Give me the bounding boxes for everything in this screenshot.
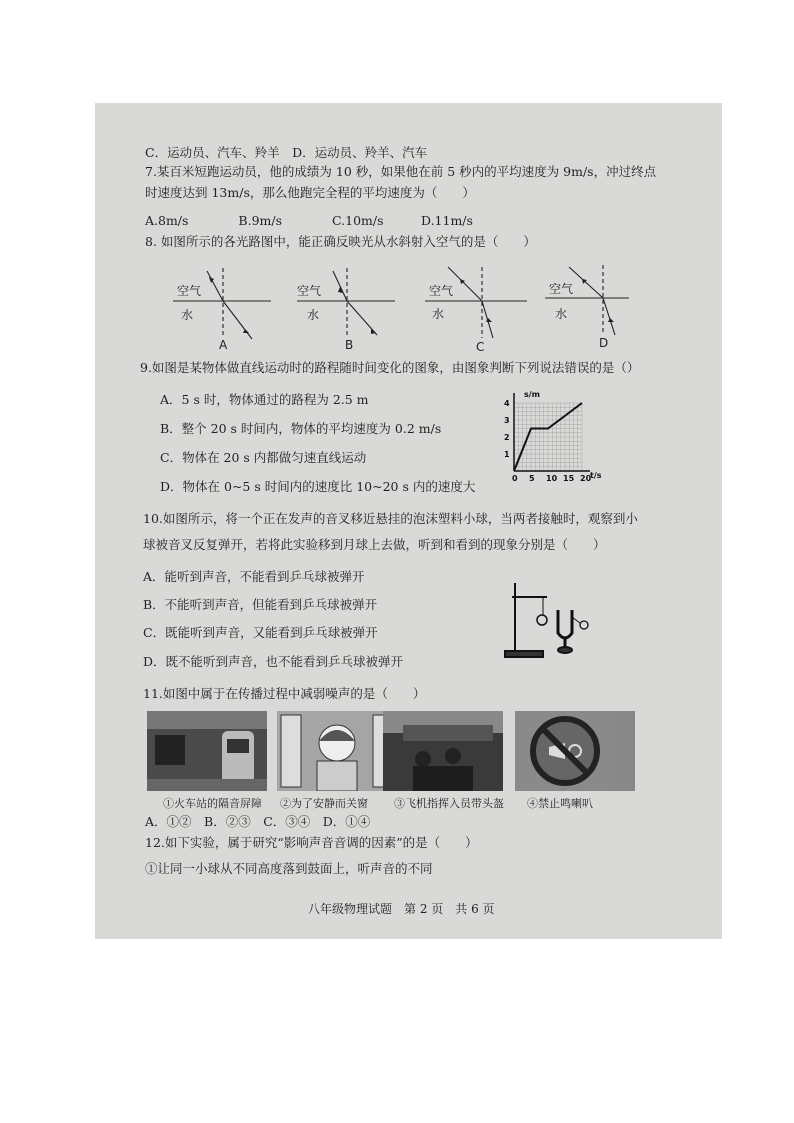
q12-item-1: ①让同一小球从不同高度落到鼓面上，听声音的不同 bbox=[145, 861, 433, 876]
q10-stem-line1: 10.如图所示，将一个正在发声的音叉移近悬挂的泡沫塑料小球，当两者接触时，观察到小 bbox=[143, 511, 638, 526]
q9-option-a: A．5 s 时，物体通过的路程为 2.5 m bbox=[160, 392, 369, 407]
optics-a-air-label: 空气 bbox=[177, 284, 202, 298]
q7-stem-line2: 时速度达到 13m/s，那么他跑完全程的平均速度为（ ） bbox=[145, 185, 475, 200]
q9-option-d: D．物体在 0~5 s 时间内的速度比 10~20 s 内的速度大 bbox=[160, 479, 476, 494]
optics-b-water-label: 水 bbox=[307, 308, 320, 322]
optics-letter-c: C bbox=[476, 340, 485, 353]
caption-4: ④禁止鸣喇叭 bbox=[527, 797, 593, 810]
optics-a-water-label: 水 bbox=[181, 308, 194, 322]
q10-stem-line2: 球被音叉反复弹开，若将此实验移到月球上去做，听到和看到的现象分别是（ ） bbox=[143, 537, 606, 552]
no-horn-sign-icon bbox=[515, 711, 615, 791]
optics-d-water-label: 水 bbox=[555, 307, 568, 321]
caption-3: ③飞机指挥入员带头盔 bbox=[394, 797, 504, 810]
optics-c-air-label: 空气 bbox=[429, 284, 454, 298]
q12-stem: 12.如下实验，属于研究“影响声音音调的因素”的是（ ） bbox=[145, 835, 478, 850]
caption-2: ②为了安静而关窗 bbox=[280, 797, 368, 810]
train-icon bbox=[147, 711, 267, 791]
optics-d-air-label: 空气 bbox=[549, 282, 574, 296]
st-chart bbox=[500, 388, 610, 503]
q7-options: A.8m/s B.9m/s C.10m/s D.11m/s bbox=[145, 213, 473, 228]
photo-station-barrier bbox=[147, 711, 267, 791]
y-axis-label: s/m bbox=[524, 390, 541, 399]
q9-stem: 9.如图是某物体做直线运动时的路程随时间变化的图象，由图象判断下列说法错误的是（） bbox=[140, 360, 640, 375]
q11-options: A．①② B．②③ C．③④ D．①④ bbox=[145, 814, 371, 829]
window-girl-icon bbox=[277, 711, 397, 791]
x-tick-label: 10 bbox=[546, 474, 558, 483]
photo-helmet-crew bbox=[383, 711, 503, 791]
q10-option-c: C．既能听到声音，又能看到乒乓球被弹开 bbox=[143, 625, 378, 640]
q10-option-a: A．能听到声音，不能看到乒乓球被弹开 bbox=[143, 569, 365, 584]
q10-option-d: D．既不能听到声音，也不能看到乒乓球被弹开 bbox=[143, 654, 404, 669]
q10-option-b: B．不能听到声音，但能看到乒乓球被弹开 bbox=[143, 597, 378, 612]
tuning-fork-apparatus bbox=[500, 575, 600, 660]
q7-stem-line1: 7.某百米短跑运动员，他的成绩为 10 秒，如果他在前 5 秒内的平均速度为 9m/s，冲过终点 bbox=[145, 164, 657, 179]
x-tick-label: 5 bbox=[529, 474, 535, 483]
optics-letter-a: A bbox=[219, 338, 228, 352]
q11-stem: 11.如图中属于在传播过程中减弱噪声的是（ ） bbox=[143, 686, 426, 701]
y-tick-label: 2 bbox=[504, 433, 510, 442]
x-tick-label: 0 bbox=[512, 474, 518, 483]
q9-option-c: C．物体在 20 s 内都做匀速直线运动 bbox=[160, 450, 367, 465]
q6-options-cd: C．运动员、汽车、羚羊 D．运动员、羚羊、汽车 bbox=[145, 145, 428, 160]
optics-b-air-label: 空气 bbox=[297, 284, 322, 298]
y-tick-label: 1 bbox=[504, 450, 510, 459]
x-tick-label: 15 bbox=[563, 474, 575, 483]
optics-letter-b: B bbox=[345, 338, 354, 352]
y-tick-label: 3 bbox=[504, 416, 510, 425]
caption-1: ①火车站的隔音屏障 bbox=[163, 797, 262, 810]
y-tick-label: 4 bbox=[504, 399, 510, 408]
x-tick-label: 20 bbox=[580, 474, 592, 483]
q9-option-b: B．整个 20 s 时间内，物体的平均速度为 0.2 m/s bbox=[160, 421, 442, 436]
optics-letter-d: D bbox=[599, 336, 609, 350]
photo-no-horn bbox=[515, 711, 635, 791]
x-axis-label: t/s bbox=[590, 471, 602, 480]
photo-close-window bbox=[277, 711, 397, 791]
airport-crew-icon bbox=[383, 711, 503, 791]
exam-page bbox=[95, 103, 722, 939]
optics-diagrams bbox=[95, 263, 722, 353]
page-footer: 八年级物理试题 第 2 页 共 6 页 bbox=[308, 902, 495, 916]
q8-stem: 8. 如图所示的各光路图中，能正确反映光从水斜射入空气的是（ ） bbox=[145, 234, 536, 249]
optics-c-water-label: 水 bbox=[432, 307, 445, 321]
